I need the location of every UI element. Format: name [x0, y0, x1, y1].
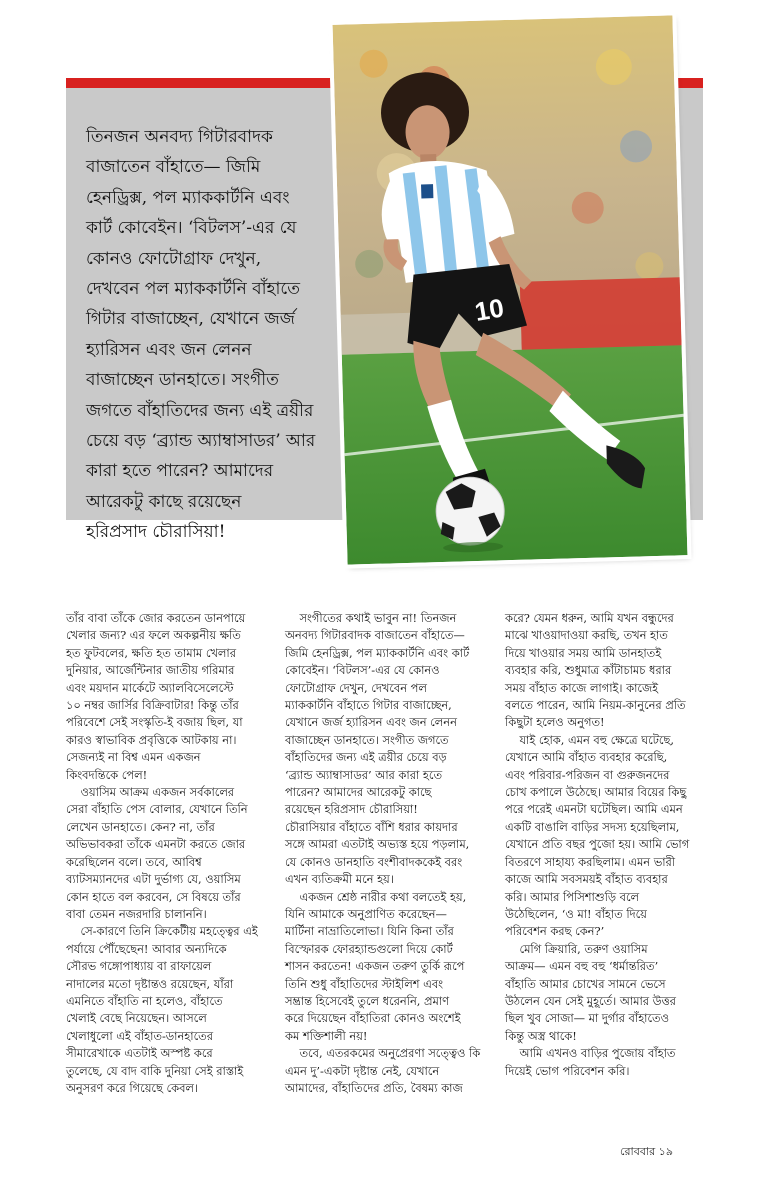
article-line: মেগি ক্রিয়ারি, তরুণ ওয়াসিম	[505, 941, 648, 956]
article-line: করে? যেমন ধরুন, আমি যখন বন্ধুদের	[505, 611, 674, 625]
article-line: কারও স্বাভাবিক প্রবৃত্তিকে আটকায় না।	[66, 732, 237, 747]
pull-quote-line: তিনজন অনবদ্য গিটারবাদক	[86, 127, 273, 147]
article-line: অনুসরণ করে গিয়েছে কেবল।	[66, 1080, 198, 1095]
article-line: পরিবেশন করছ কেন?’	[505, 924, 605, 939]
article-line: কিন্তু অস্ত্র থাকে!	[505, 1028, 577, 1043]
article-line: বলতে পারেন, আমি নিয়ম-কানুনের প্রতি	[505, 698, 686, 713]
article-line: তাঁর বাবা তাঁকে জোর করতেন ডানপায়ে	[66, 611, 246, 625]
advertising-board	[520, 277, 682, 351]
article-line: সীমারেখাকে এতটাই অস্পষ্ট করে	[66, 1046, 213, 1061]
article-line: সম্ভ্রান্ত হিসেবেই তুলে ধরেননি, প্রমাণ	[285, 993, 450, 1008]
article-line: কোন হাতে বল করবেন, সে বিষয়ে তাঁর	[66, 889, 241, 904]
article-line: যে কোনও ডানহাতি বংশীবাদককেই বরং	[285, 854, 463, 869]
article-line: কম শক্তিশালী নয়!	[285, 1028, 368, 1043]
article-line: পরিবেশে সেই সংস্কৃতি-ই বজায় ছিল, যা	[66, 715, 243, 730]
article-line: যেখানে জর্জ হ্যারিসন এবং জন লেনন	[285, 715, 457, 730]
article-line: উঠেছিলেন, ‘ও মা! বাঁহাত দিয়ে	[505, 906, 647, 921]
article-line: যেখানে আমি বাঁহাত ব্যবহার করেছি,	[505, 750, 668, 765]
article-line: চোখ কপালে উঠেছে। আমার বিয়ের কিছু	[505, 785, 687, 800]
article-column-1	[66, 610, 256, 1097]
pull-quote-line: হরিপ্রসাদ চৌরাসিয়া!	[86, 522, 226, 543]
pull-quote	[86, 122, 348, 548]
footballer-photo	[333, 15, 688, 564]
article-line: লেখেন ডানহাতে। কেন? না, তাঁর	[66, 819, 215, 834]
article-line: বাঁহাতি আমার চোখের সামনে ভেসে	[505, 976, 666, 991]
article-line: যাই হোক, এমন বহু ক্ষেত্রে ঘটেছে,	[505, 732, 674, 747]
article-line: ম্যাককার্টনি বাঁহাতে গিটার বাজাচ্ছেন,	[285, 698, 452, 713]
article-line: করে দিয়েছেন বাঁহাতিরা কোনও অংশেই	[285, 1011, 461, 1026]
article-line: করেছিলেন বলে। তবে, আবিশ্ব	[66, 854, 202, 869]
article-line: বিতরণে সাহায্য করছিলাম। এমন ভারী	[505, 854, 676, 869]
article-column-2	[285, 610, 481, 1097]
article-line: ব্যাটসম্যানদের এটা দুর্ভাগ্য যে, ওয়াসিম	[66, 872, 241, 887]
article-line: সংগীতের কথাই ভাবুন না! তিনজন	[285, 611, 457, 625]
article-line: কোবেইন। ‘বিটলস’-এর যে কোনও	[285, 663, 440, 678]
article-line: সে-কারণে তিনি ক্রিকেটীয় মহত্ত্বের এই	[66, 924, 258, 939]
article-line: ছিল খুব সোজা— মা দুর্গার বাঁহাতেও	[505, 1011, 669, 1026]
article-line: পর্যায়ে পৌঁছেছেন! আবার অন্যদিকে	[66, 941, 227, 956]
article-line: কাজে আমি সবসময়ই বাঁহাত ব্যবহার	[505, 872, 668, 887]
article-line: কিংবদন্তিকে পেল!	[66, 767, 148, 782]
article-line: বাজাচ্ছেন ডানহাতে। সংগীত জগতে	[285, 732, 449, 747]
article-line: মার্টিনা নাভ্রাতিলোভা। যিনি কিনা তাঁর	[285, 924, 454, 939]
pull-quote-line: দেখবেন পল ম্যাককার্টনি বাঁহাতে	[86, 279, 300, 300]
pull-quote-line: বাজাতেন বাঁহাতে— জিমি	[86, 157, 261, 178]
pull-quote-line: জগতে বাঁহাতিদের জন্য এই ত্রয়ীর	[86, 400, 314, 421]
article-line: যেখানে প্রতি বছর পুজো হয়। আমি ভোগ	[505, 837, 690, 852]
pull-quote-line: চেয়ে বড় ‘ব্র্যান্ড অ্যাম্বাসাডর’ আর	[86, 431, 316, 452]
article-column-3	[505, 610, 705, 1080]
article-line: উঠলেন যেন সেই মুহূর্তে। আমার উত্তর	[505, 993, 676, 1008]
article-line: এবং পরিবার-পরিজন বা গুরুজনদের	[505, 767, 670, 782]
article-line: আক্রম— এমন বহু বহু ‘ধর্মান্তরিত’	[505, 959, 659, 974]
pull-quote-line: বাজাচ্ছেন ডানহাতে। সংগীত	[86, 370, 279, 391]
article-line: চৌরাসিয়ার বাঁহাতে বাঁশি ধরার কায়দার	[285, 819, 458, 834]
article-line: একটি বাঙালি বাড়ির সদস্য হয়েছিলাম,	[505, 819, 680, 834]
article-line: তুলেছে, যে বাদ বাকি দুনিয়া সেই রাস্তাই	[66, 1063, 244, 1078]
article-line: এখন ব্যতিক্রমী মনে হয়।	[285, 872, 394, 887]
article-line: যিনি আমাকে অনুপ্রাণিত করেছেন—	[285, 906, 447, 921]
article-line: পারেন? আমাদের আরেকটু কাছে	[285, 785, 432, 800]
article-line: কিছুটা হলেও অনুগত!	[505, 715, 605, 730]
article-line: সৌরভ গঙ্গোপাধ্যায় বা রাফায়েল	[66, 959, 212, 974]
article-line: খেলার জন্য? এর ফলে অকল্পনীয় ক্ষতি	[66, 628, 241, 643]
article-line: বিস্ফোরক ফোরহ্যান্ডগুলো দিয়ে কোর্ট	[285, 941, 453, 956]
article-line: বাঁহাতিদের জন্য এই ত্রয়ীর চেয়ে বড়	[285, 750, 447, 765]
article-line: এমনিতে বাঁহাতি না হলেও, বাঁহাতে	[66, 993, 223, 1008]
article-line: তিনি শুধু বাঁহাতিদের স্টাইলিশ এবং	[285, 976, 444, 991]
jersey-number: 10	[472, 292, 507, 327]
article-line: করি। আমার পিসিশাশুড়ি বলে	[505, 889, 640, 904]
article-line: একজন শ্রেষ্ঠ নারীর কথা বলতেই হয়,	[285, 889, 467, 904]
pull-quote-line: কারা হতে পারেন? আমাদের	[86, 461, 274, 482]
article-line: আমাদের, বাঁহাতিদের প্রতি, বৈষম্য কাজ	[285, 1080, 463, 1095]
article-line: সঙ্গে আমরা এতটাই অভ্যস্ত হয়ে পড়লাম,	[285, 837, 470, 852]
article-line: বাবা তেমন নজরদারি চালাননি।	[66, 906, 207, 921]
article-line: ওয়াসিম আক্রম একজন সর্বকালের	[66, 785, 235, 800]
article-line: শাসন করতেন! একজন তরুণ তুর্কি রূপে	[285, 959, 465, 974]
article-line: তবে, এতরকমের অনুপ্রেরণা সত্ত্বেও কি	[285, 1046, 481, 1061]
article-line: পরে পরেই এমনটা ঘটেছিল। আমি এমন	[505, 802, 683, 817]
article-line: সময় বাঁহাত কাজে লাগাই। কাজেই	[505, 680, 659, 695]
article-line: আমি এখনও বাড়ির পুজোয় বাঁহাত	[505, 1046, 676, 1061]
page-folio: রোববার ১৯	[620, 1145, 673, 1158]
pull-quote-line: কোনও ফোটোগ্রাফ দেখুন,	[86, 248, 262, 269]
article-line: নাদালের মতো দৃষ্টান্তও রয়েছেন, যাঁরা	[66, 976, 234, 991]
article-line: খেলাধুলো এই বাঁহাত-ডানহাতের	[66, 1028, 213, 1043]
article-line: দিয়ে খাওয়ার সময় আমি ডানহাতই	[505, 645, 662, 660]
article-line: ব্যবহার করি, শুধুমাত্র কাঁটাচামচ ধরার	[505, 663, 672, 678]
article-line: সেরা বাঁহাতি পেস বোলার, যেখানে তিনি	[66, 802, 248, 817]
article-line: হত ফুটবলের, ক্ষতি হত তামাম খেলার	[66, 645, 236, 660]
article-line: ১০ নম্বর জার্সির বিক্রিবাটার! কিন্তু তাঁর	[66, 698, 239, 713]
pull-quote-line: গিটার বাজাচ্ছেন, যেখানে জর্জ	[86, 309, 295, 330]
pull-quote-line: কার্ট কোবেইন। ‘বিটলস’-এর যে	[86, 218, 297, 239]
article-line: রয়েছেন হরিপ্রসাদ চৌরাসিয়া!	[285, 802, 418, 817]
article-line: দুনিয়ার, আর্জেন্টিনার জাতীয় গরিমার	[66, 663, 235, 678]
article-line: অনবদ্য গিটারবাদক বাজাতেন বাঁহাতে—	[285, 628, 465, 643]
article-line: সেজন্যই না বিশ্ব এমন একজন	[66, 750, 201, 765]
pull-quote-line: আরেকটু কাছে রয়েছেন	[86, 491, 242, 512]
article-line: এমন দু’-একটা দৃষ্টান্ত নেই, যেখানে	[285, 1063, 440, 1078]
article-line: মাঝে খাওয়াদাওয়া করছি, তখন হাত	[505, 628, 668, 643]
article-line: দিয়েই ভোগ পরিবেশন করি।	[505, 1063, 630, 1078]
article-line: অভিভাবকরা তাঁকে এমনটা করতে জোর	[66, 837, 246, 852]
pull-quote-line: হ্যারিসন এবং জন লেনন	[86, 339, 252, 360]
article-line: জিমি হেনড্রিক্স, পল ম্যাককার্টনি এবং কার্ট	[285, 645, 470, 660]
article-line: ‘ব্র্যান্ড অ্যাম্বাসাডর’ আর কারা হতে	[285, 767, 442, 782]
article-line: ফোটোগ্রাফ দেখুন, দেখবেন পল	[285, 680, 427, 695]
red-rule-left	[66, 78, 332, 88]
article-line: এবং ময়দান মার্কেটে অ্যালবিসেলেস্টে	[66, 680, 234, 695]
article-line: খেলাই বেছে নিয়েছেন। আসলে	[66, 1011, 207, 1026]
pull-quote-line: হেনড্রিক্স, পল ম্যাককার্টনি এবং	[86, 187, 290, 208]
